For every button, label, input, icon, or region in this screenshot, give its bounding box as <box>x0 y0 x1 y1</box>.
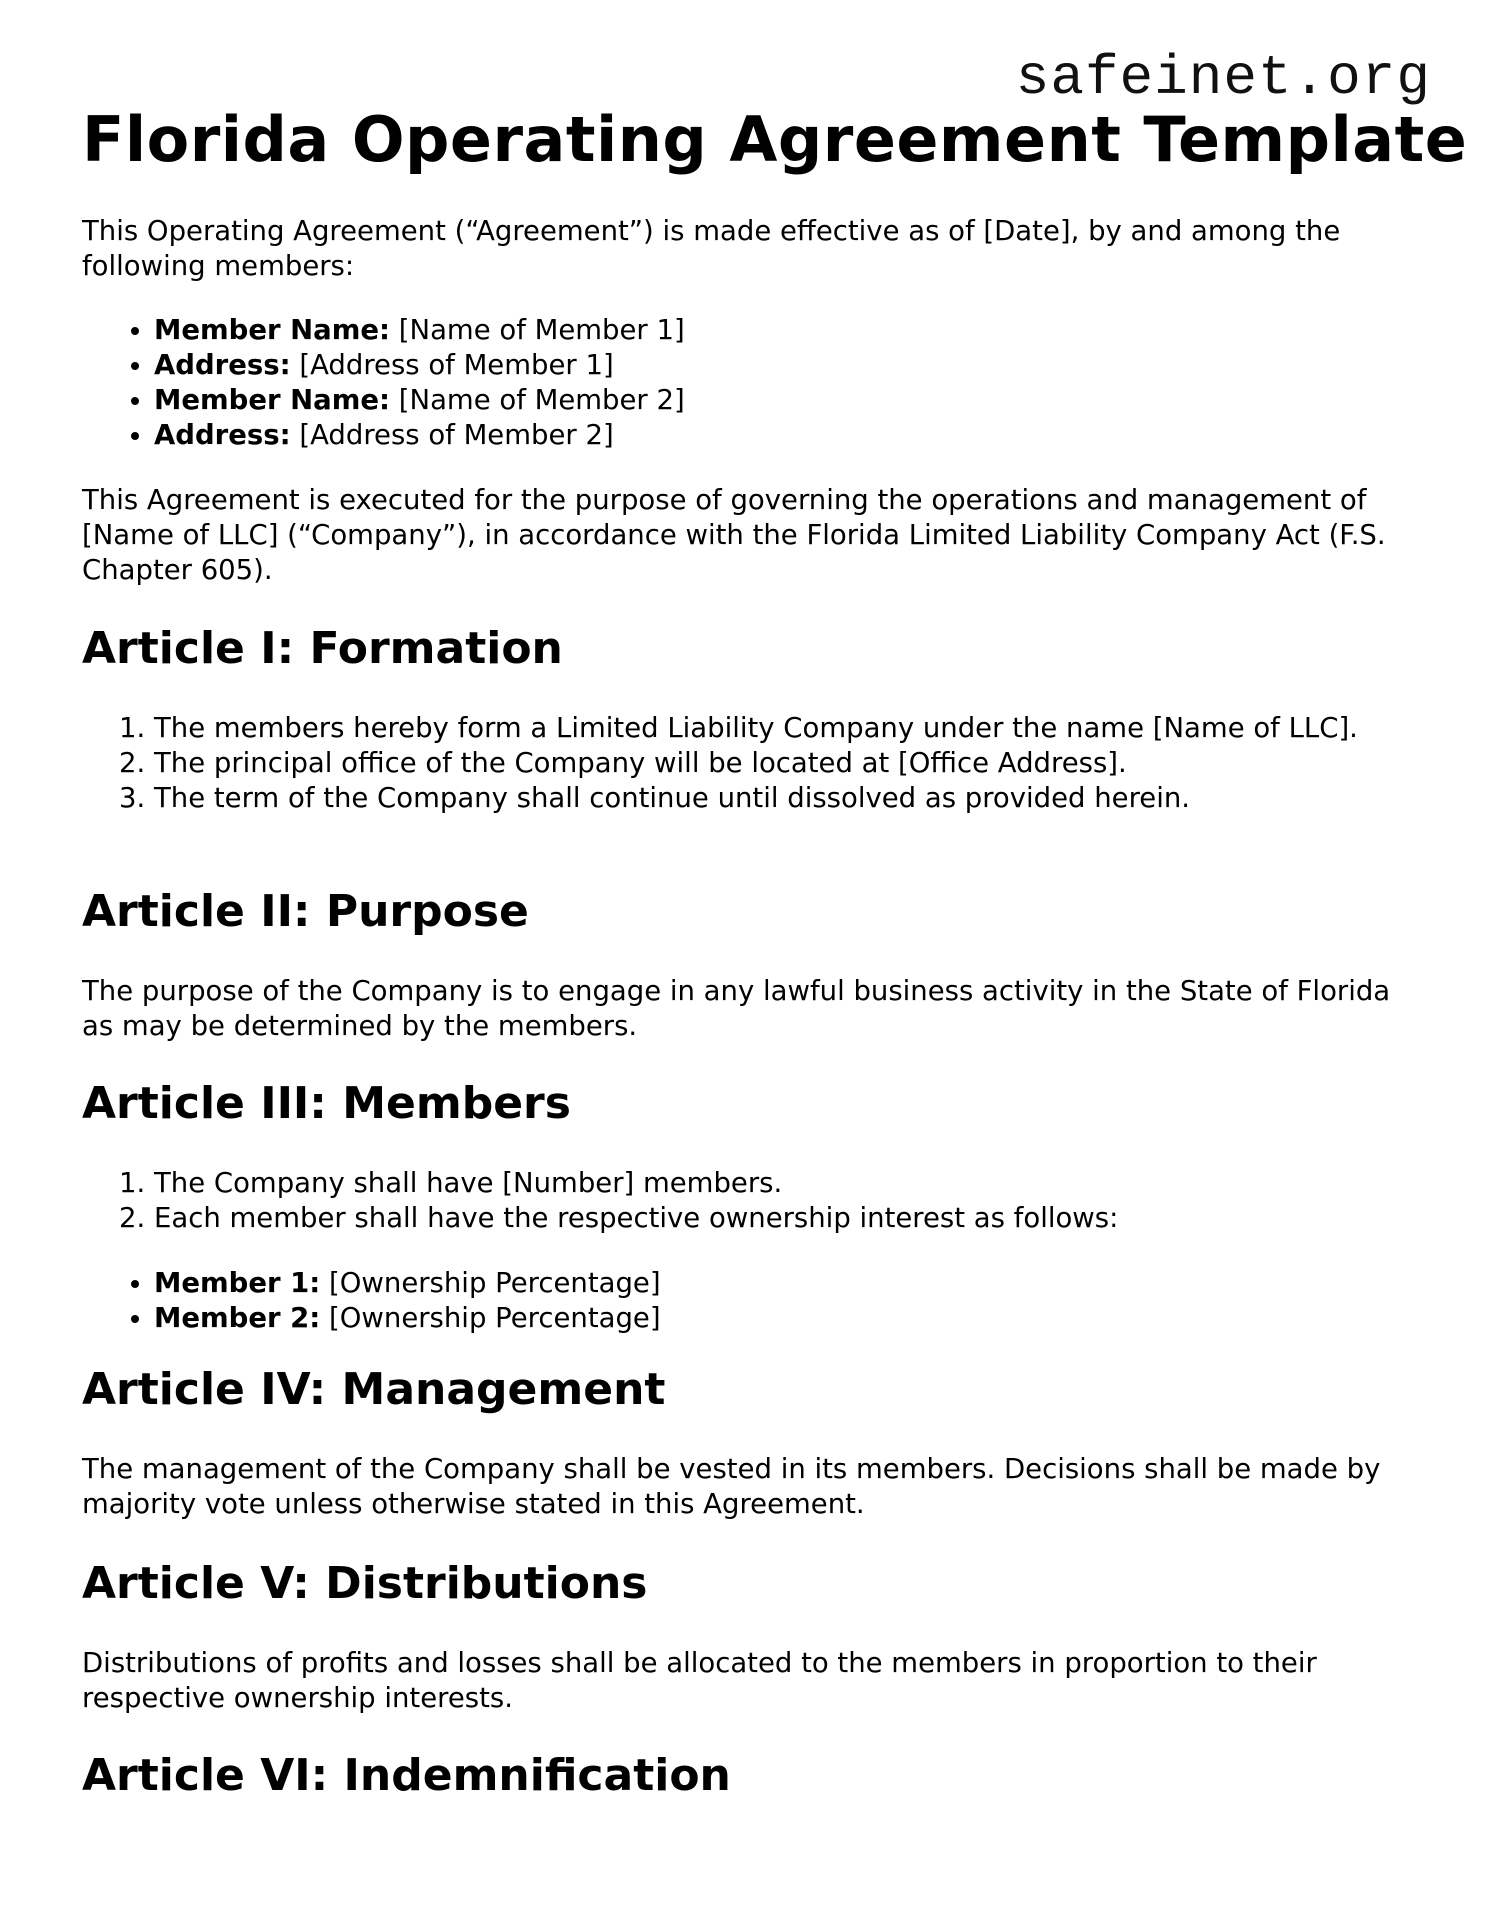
article-4-text: The management of the Company shall be vested in its members. Decisions shall be made by majority vote unless otherwise stated in this Agreement. <box>82 1453 1381 1520</box>
purpose-paragraph-block <box>82 483 1412 588</box>
ownership-list <box>82 1266 1412 1336</box>
list-item-value: [Address of Member 1] <box>290 349 614 381</box>
article-3-list <box>82 1166 1412 1236</box>
list-item <box>154 1301 1412 1336</box>
list-item-label: Address: <box>154 349 291 381</box>
article-1-heading: Article I: Formation <box>82 623 563 674</box>
list-item-label: Member Name: <box>154 314 391 346</box>
list-item-label: Member 1: <box>154 1267 321 1299</box>
list-item <box>154 383 1412 418</box>
list-item: 2. The principal office of the Company will be located at [Office Address]. <box>154 746 1412 781</box>
list-item-value: [Name of Member 1] <box>390 314 685 346</box>
list-item: 2. Each member shall have the respective ownership interest as follows: <box>154 1201 1412 1236</box>
list-item-label: Member Name: <box>154 384 391 416</box>
list-item: 1. The Company shall have [Number] members. <box>154 1166 1412 1201</box>
ownership-list-block <box>82 1266 1412 1336</box>
list-item-value: [Address of Member 2] <box>290 419 614 451</box>
article-4-heading: Article IV: Management <box>82 1364 666 1415</box>
list-item: 1. The members hereby form a Limited Liability Company under the name [Name of LLC]. <box>154 711 1412 746</box>
list-item-label: Address: <box>154 419 291 451</box>
article-2-text-block <box>82 974 1412 1044</box>
site-watermark: safeinet.org <box>1015 46 1431 110</box>
members-list <box>82 313 1412 453</box>
article-1-list <box>82 711 1412 816</box>
list-item: 3. The term of the Company shall continue until dissolved as provided herein. <box>154 781 1412 816</box>
article-5-text-block <box>82 1646 1412 1716</box>
members-list-block <box>82 313 1412 453</box>
purpose-paragraph: This Agreement is executed for the purpose of governing the operations and management of [Name of LLC] (“Company”), in accordance with the Florida Limited Liability Company Act (F.S. Chapter 605). <box>82 484 1386 586</box>
list-item <box>154 418 1412 453</box>
list-item-value: [Name of Member 2] <box>390 384 685 416</box>
list-item <box>154 313 1412 348</box>
article-2-text: The purpose of the Company is to engage in any lawful business activity in the State of Florida as may be determined by the members. <box>82 975 1391 1042</box>
article-3-list-block <box>82 1166 1412 1236</box>
intro-paragraph: This Operating Agreement (“Agreement”) is made effective as of [Date], by and among the following members: <box>82 215 1341 282</box>
page-title: Florida Operating Agreement Template <box>82 103 1468 176</box>
list-item <box>154 1266 1412 1301</box>
list-item-value: [Ownership Percentage] <box>320 1267 661 1299</box>
article-3-heading: Article III: Members <box>82 1078 571 1129</box>
article-2-heading: Article II: Purpose <box>82 886 529 937</box>
article-5-text: Distributions of profits and losses shall be allocated to the members in proportion to their respective ownership interests. <box>82 1647 1317 1714</box>
intro-paragraph-block <box>82 214 1412 284</box>
article-4-text-block <box>82 1452 1412 1522</box>
article-1-list-block <box>82 711 1412 816</box>
article-5-heading: Article V: Distributions <box>82 1558 648 1609</box>
list-item-label: Member 2: <box>154 1302 321 1334</box>
article-6-heading: Article VI: Indemnification <box>82 1750 731 1801</box>
list-item-value: [Ownership Percentage] <box>320 1302 661 1334</box>
list-item <box>154 348 1412 383</box>
